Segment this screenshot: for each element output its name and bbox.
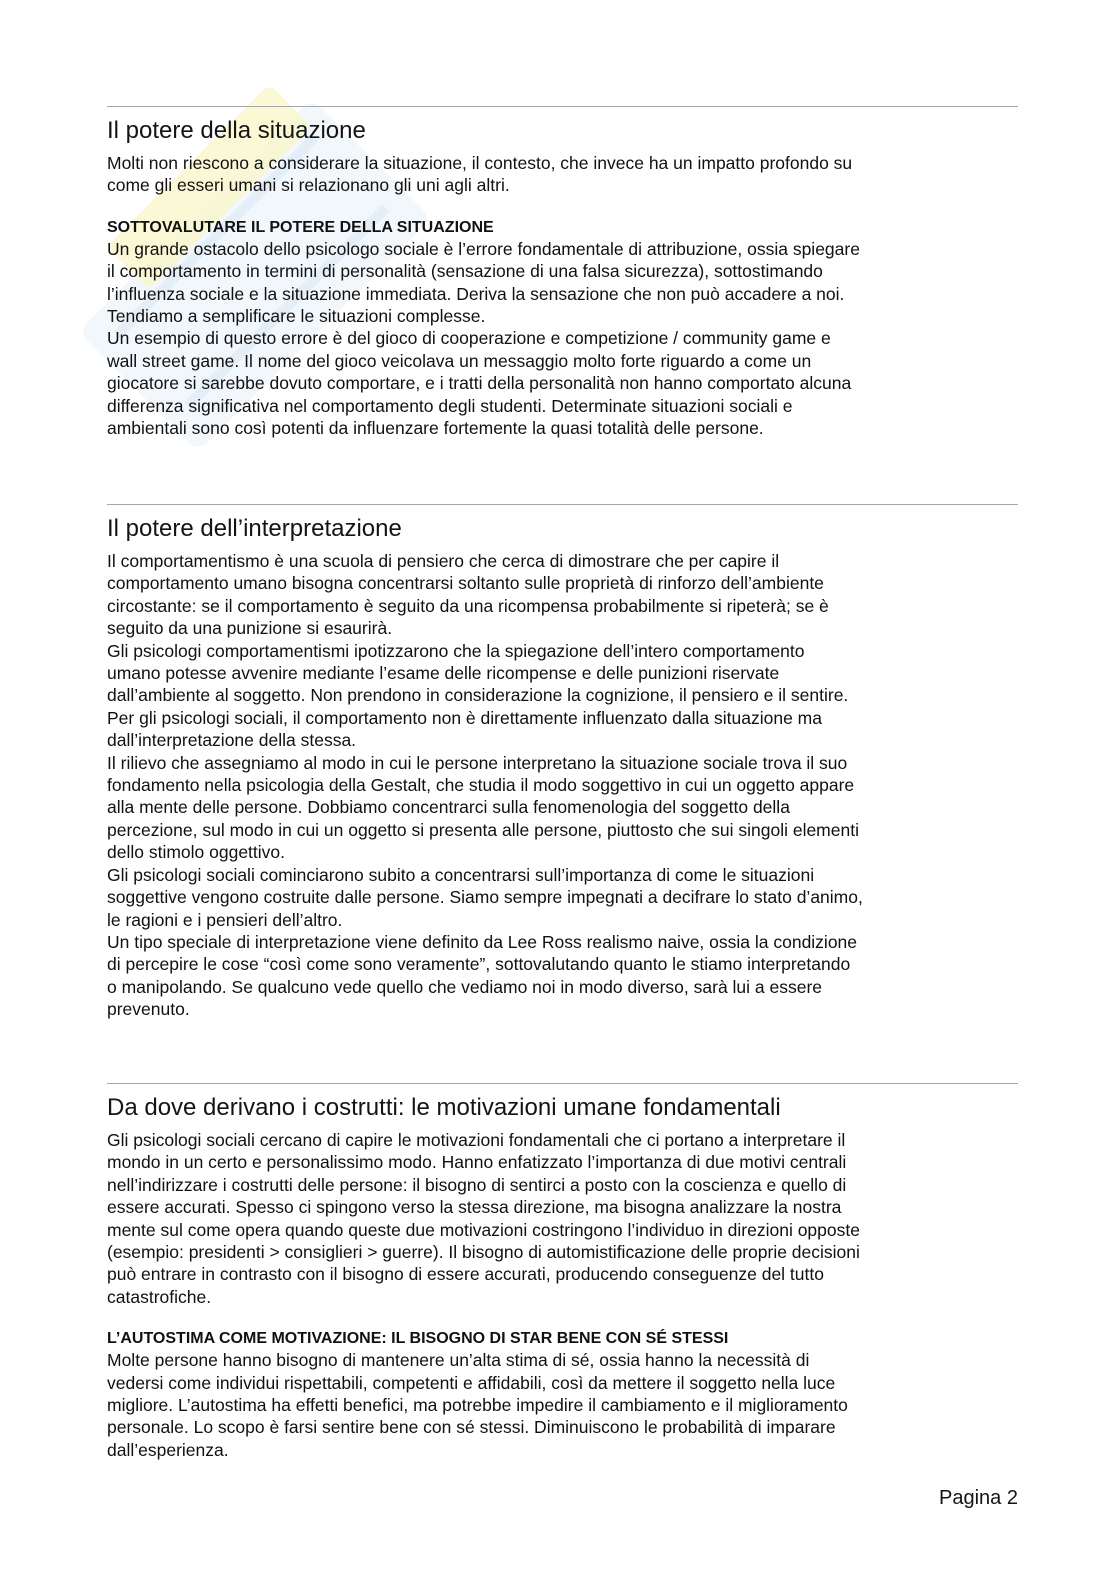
text-line: Il rilievo che assegniamo al modo in cui le persone interpretano la situazione sociale trova il suo: [107, 752, 848, 773]
text-line: Molti non riescono a considerare la situazione, il contesto, che invece ha un impatto profondo su: [107, 153, 853, 173]
text-line: personale. Lo scopo è farsi sentire bene con sé stessi. Diminuiscono le probabilità di imparare: [107, 1417, 836, 1438]
text-line: soggettive vengono costruite dalle persone. Siamo sempre impegnati a decifrare lo stato d’animo,: [107, 887, 863, 908]
text-line: Un esempio di questo errore è del gioco di cooperazione e competizione / community game e: [107, 328, 831, 349]
text-line: migliore. L’autostima ha effetti benefici, ma potrebbe impedire il cambiamento e il miglioramento: [107, 1395, 848, 1416]
text-line: nell’indirizzare i costrutti delle persone: il bisogno di sentirci a posto con la coscienza e quello di: [107, 1174, 847, 1195]
section-body: [107, 550, 1018, 1021]
text-line: umano potesse avvenire mediante l’esame delle ricompense e delle punizioni riservate: [107, 663, 780, 684]
text-line: l’influenza sociale e la situazione immediata. Deriva la sensazione che non può accadere a noi.: [107, 283, 845, 304]
subheading: L’AUTOSTIMA COME MOTIVAZIONE: IL BISOGNO DI STAR BENE CON SÉ STESSI: [107, 1330, 729, 1348]
text-line: Per gli psicologi sociali, il comportamento non è direttamente influenzato dalla situazione ma: [107, 707, 822, 728]
text-line: il comportamento in termini di personalità (sensazione di una falsa sicurezza), sottostimando: [107, 261, 823, 282]
text-line: di percepire le cose “così come sono veramente”, sottovalutando quanto le stiamo interpretando: [107, 954, 851, 975]
text-line: Gli psicologi sociali cercano di capire le motivazioni fondamentali che ci portano a interpretare il: [107, 1130, 846, 1150]
text-line: Tendiamo a semplificare le situazioni complesse.: [107, 306, 486, 327]
subsection-body: [107, 1349, 1018, 1461]
subsection-body: [107, 238, 1018, 440]
section-motivazioni-fondamentali: [107, 1083, 1018, 1461]
section-intro: [107, 152, 1018, 197]
text-line: Molte persone hanno bisogno di mantenere un’alta stima di sé, ossia hanno la necessità di: [107, 1350, 810, 1371]
text-line: dall’ambiente al soggetto. Non prendono in considerazione la cognizione, il pensiero e il sentire.: [107, 685, 849, 706]
subheading: SOTTOVALUTARE IL POTERE DELLA SITUAZIONE: [107, 218, 494, 236]
text-line: dall’interpretazione della stessa.: [107, 730, 357, 751]
text-line: Un grande ostacolo dello psicologo sociale è l’errore fondamentale di attribuzione, ossia spiegare: [107, 238, 860, 259]
text-line: differenza significativa nel comportamento degli studenti. Determinate situazioni sociali e: [107, 395, 793, 416]
subsection: [107, 1329, 1018, 1461]
text-line: wall street game. Il nome del gioco veicolava un messaggio molto forte riguardo a come un: [107, 350, 812, 371]
text-line: o manipolando. Se qualcuno vede quello che vediamo noi in modo diverso, sarà lui a essere: [107, 976, 823, 997]
section-intro: [107, 1129, 1018, 1308]
text-line: prevenuto.: [107, 999, 190, 1020]
text-line: Gli psicologi comportamentismi ipotizzarono che la spiegazione dell’intero comportamento: [107, 640, 805, 661]
section-divider: [107, 106, 1018, 107]
text-line: catastrofiche.: [107, 1286, 212, 1307]
text-line: vedersi come individui rispettabili, competenti e affidabili, così da mettere il soggetto nella luce: [107, 1372, 836, 1393]
text-line: mondo in un certo e personalissimo modo. Hanno enfatizzato l’importanza di due motivi centrali: [107, 1152, 847, 1173]
section-potere-situazione: [107, 106, 1018, 439]
text-line: dall’esperienza.: [107, 1439, 229, 1460]
text-line: (esempio: presidenti > consiglieri > guerre). Il bisogno di automistificazione delle proprie decisioni: [107, 1242, 860, 1263]
text-line: Un tipo speciale di interpretazione viene definito da Lee Ross realismo naive, ossia la condizione: [107, 931, 858, 952]
section-title: Il potere della situazione: [107, 117, 366, 144]
section-title: Il potere dell’interpretazione: [107, 515, 402, 542]
text-line: Il comportamentismo è una scuola di pensiero che cerca di dimostrare che per capire il: [107, 551, 780, 571]
text-line: comportamento umano bisogna concentrarsi soltanto sulle proprietà di rinforzo dell’ambiente: [107, 573, 824, 594]
text-line: può entrare in contrasto con il bisogno di essere accurati, producendo conseguenze del tutto: [107, 1264, 824, 1285]
text-line: mente sul come opera quando queste due motivazioni costringono l’individuo in direzioni opposte: [107, 1219, 860, 1240]
text-line: giocatore si sarebbe dovuto comportare, e i tratti della personalità non hanno comportato alcuna: [107, 373, 852, 394]
section-divider: [107, 1083, 1018, 1084]
text-line: ambientali sono così potenti da influenzare fortemente la quasi totalità delle persone.: [107, 418, 764, 439]
text-line: come gli esseri umani si relazionano gli uni agli altri.: [107, 175, 510, 196]
text-line: dello stimolo oggettivo.: [107, 842, 286, 863]
text-line: essere accurati. Spesso ci spingono verso la stessa direzione, ma bisogna analizzare la nostra: [107, 1197, 842, 1218]
text-line: fondamento nella psicologia della Gestalt, che studia il modo soggettivo in cui un oggetto appare: [107, 775, 855, 796]
text-line: percezione, sul modo in cui un oggetto si presenta alle persone, piuttosto che sui singoli elementi: [107, 819, 859, 840]
page-number: Pagina 2: [939, 1487, 1018, 1509]
text-line: circostante: se il comportamento è seguito da una ricompensa probabilmente si ripeterà; se è: [107, 595, 829, 616]
text-line: le ragioni e i pensieri dell’altro.: [107, 909, 343, 930]
subsection: [107, 218, 1018, 440]
section-potere-interpretazione: [107, 504, 1018, 1021]
section-title: Da dove derivano i costrutti: le motivazioni umane fondamentali: [107, 1094, 781, 1121]
section-divider: [107, 504, 1018, 505]
text-line: seguito da una punizione si esaurirà.: [107, 618, 393, 639]
text-line: Gli psicologi sociali cominciarono subito a concentrarsi sull’importanza di come le situazioni: [107, 864, 815, 885]
text-line: alla mente delle persone. Dobbiamo concentrarci sulla fenomenologia del soggetto della: [107, 797, 790, 818]
